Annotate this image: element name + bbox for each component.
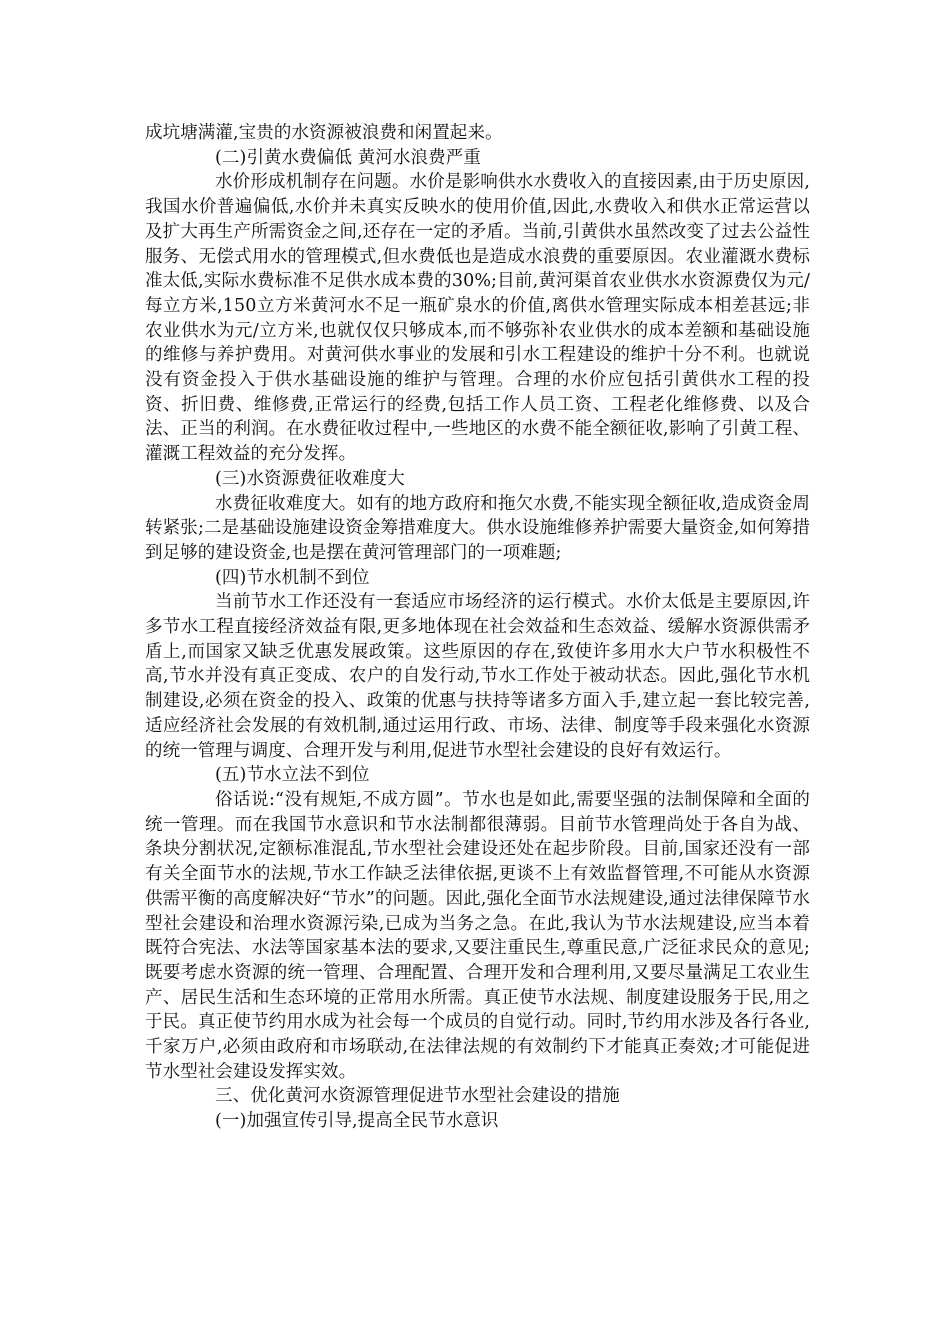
section-heading: (四)节水机制不到位 xyxy=(215,567,370,588)
body-paragraph: 成坑塘满灌,宝贵的水资源被浪费和闲置起来。 xyxy=(145,123,503,143)
body-paragraph: 当前节水工作还没有一套适应市场经济的运行模式。水价太低是主要原因,许多节水工程直接经济效益有限,更多地体现在社会效益和生态效益、缓解水资源供需矛盾上,而国家又缺乏优惠发展政策。这些原因的存在,致使许多用水大户节水积极性不高,节水并没有真正变成、农户的自发行动,节水工作处于被动状态。因此,强化节水机制建设,必须在资金的投入、政策的优惠与扶持等诸多方面入手,建立起一套比较完善,适应经济社会发展的有效机制,通过运用行政、市场、法律、制度等手段来强化水资源的统一管理与调度、合理开发与利用,促进节水型社会建设的良好有效运行。 xyxy=(145,592,810,761)
body-paragraph: 水费征收难度大。如有的地方政府和拖欠水费,不能实现全额征收,造成资金周转紧张;二是基础设施建设资金筹措难度大。供水设施维修养护需要大量资金,如何筹措到足够的建设资金,也是摆在黄河管理部门的一项难题; xyxy=(145,493,810,563)
section-heading: (一)加强宣传引导,提高全民节水意识 xyxy=(215,1111,499,1132)
document-page xyxy=(145,121,810,1134)
body-paragraph: 水价形成机制存在问题。水价是影响供水水费收入的直接因素,由于历史原因,我国水价普遍偏低,水价并未真实反映水的使用价值,因此,水费收入和供水正常运营以及扩大再生产所需资金之间,还存在一定的矛盾。当前,引黄供水虽然改变了过去公益性服务、无偿式用水的管理模式,但水费低也是造成水浪费的重要原因。农业灌溉水费标准太低,实际水费标准不足供水成本费的30%;目前,黄河渠首农业供水水资源费仅为元/每立方米,150立方米黄河水不足一瓶矿泉水的价值,离供水管理实际成本相差甚远;非农业供水为元/立方米,也就仅仅只够成本,而不够弥补农业供水的成本差额和基础设施的维修与养护费用。对黄河供水事业的发展和引水工程建设的维护十分不利。也就说没有资金投入于供水基础设施的维护与管理。合理的水价应包括引黄供水工程的投资、折旧费、维修费,正常运行的经费,包括工作人员工资、工程老化维修费、以及合法、正当的利润。在水费征收过程中,一些地区的水费不能全额征收,影响了引黄工程、灌溉工程效益的充分发挥。 xyxy=(145,172,810,465)
section-heading: (二)引黄水费偏低 黄河水浪费严重 xyxy=(215,147,481,168)
body-paragraph: 俗话说:“没有规矩,不成方圆”。节水也是如此,需要坚强的法制保障和全面的统一管理。而在我国节水意识和节水法制都很薄弱。目前节水管理尚处于各自为战、条块分割状况,定额标准混乱,节水型社会建设还处在起步阶段。目前,国家还没有一部有关全面节水的法规,节水工作缺乏法律依据,更谈不上有效监督管理,不可能从水资源供需平衡的高度解决好“节水”的问题。因此,强化全面节水法规建设,通过法律保障节水型社会建设和治理水资源污染,已成为当务之急。在此,我认为节水法规建设,应当本着既符合宪法、水法等国家基本法的要求,又要注重民生,尊重民意,广泛征求民众的意见;既要考虑水资源的统一管理、合理配置、合理开发和合理利用,又要尽量满足工农业生产、居民生活和生态环境的正常用水所需。真正使节水法规、制度建设服务于民,用之于民。真正使节约用水成为社会每一个成员的自觉行动。同时,节约用水涉及各行各业,千家万户,必须由政府和市场联动,在法律法规的有效制约下才能真正奏效;才可能促进节水型社会建设发挥实效。 xyxy=(145,789,810,1082)
section-heading: (五)节水立法不到位 xyxy=(215,765,370,786)
chapter-heading: 三、优化黄河水资源管理促进节水型社会建设的措施 xyxy=(215,1086,620,1107)
section-heading: (三)水资源费征收难度大 xyxy=(215,468,405,489)
